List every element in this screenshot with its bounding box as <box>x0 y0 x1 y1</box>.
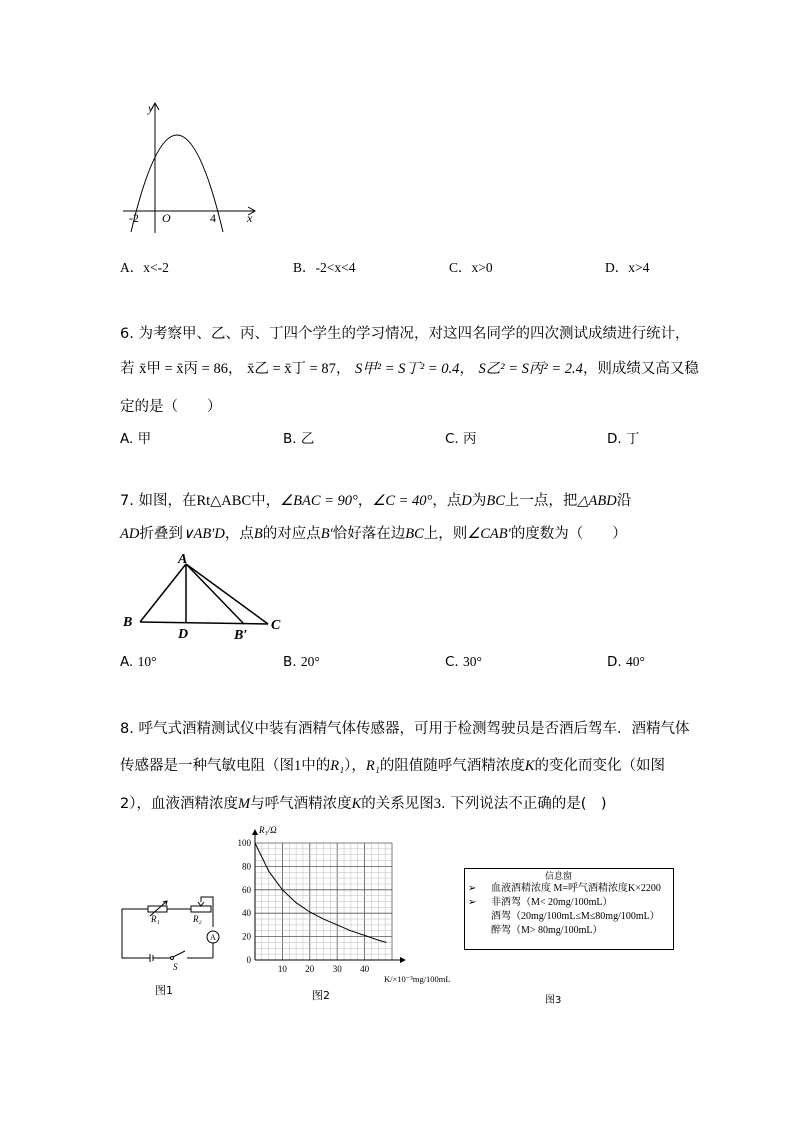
q6-mean-yi-ding: x̄乙 = x̄丁 = 87 <box>247 361 336 377</box>
q7-math-bc: BC <box>405 526 424 542</box>
q8-text: ）， <box>344 758 366 774</box>
svg-text:40: 40 <box>360 964 370 974</box>
bullet-icon: ➢ <box>468 897 477 908</box>
q7-text: 为 <box>471 493 487 509</box>
q8-fig-number: 3 <box>433 796 441 812</box>
q6-variance-jia-ding: S甲² = S丁² = 0.4 <box>355 361 460 377</box>
q8-math-r1: R₁ <box>330 758 345 774</box>
r2-label: R₂ <box>193 914 202 924</box>
q7-text: ， <box>357 493 373 509</box>
svg-text:60: 60 <box>242 884 251 895</box>
svg-text:80: 80 <box>242 861 251 872</box>
q8-fig-number: 1 <box>294 758 302 774</box>
q6-option-b[interactable]: B. 乙 <box>283 431 315 447</box>
svg-text:20: 20 <box>242 931 251 942</box>
q6-question-line3: 定的是（ ） <box>120 399 222 415</box>
q5-option-c[interactable]: C．x>0 <box>449 260 493 275</box>
q6-option-a[interactable]: A. 甲 <box>120 431 152 447</box>
origin-label: O <box>162 211 171 225</box>
q8-text: 中的 <box>301 758 331 774</box>
q7-text: 的对应点 <box>262 526 321 542</box>
q7-option-d[interactable] <box>607 654 645 670</box>
q8-text: 2），血液酒精浓度 <box>120 796 238 812</box>
svg-text:K/×10⁻³mg/100mL: K/×10⁻³mg/100mL <box>384 974 451 984</box>
q8-math-r1: R₁ <box>365 758 380 774</box>
resistance-concentration-chart <box>230 825 470 984</box>
option-value: 20° <box>300 654 320 669</box>
svg-text:0: 0 <box>246 955 251 965</box>
bullet-icon: ➢ <box>468 883 477 894</box>
q6-text-suffix: ，则成绩又高又稳 <box>582 361 699 377</box>
q7-math-ad: AD <box>120 526 140 542</box>
q8-question-line3 <box>120 792 607 813</box>
vertex-c-label: C <box>271 618 281 633</box>
svg-text:30: 30 <box>332 964 342 974</box>
q7-option-a[interactable] <box>120 654 157 670</box>
option-letter: A. <box>120 654 134 670</box>
x-intercept-right: 4 <box>210 211 216 225</box>
q6-option-d[interactable]: D. 丁 <box>607 431 640 447</box>
option-letter: B. <box>283 654 297 670</box>
q6-text: 若 <box>120 361 135 377</box>
q5-option-d[interactable]: D．x>4 <box>605 260 650 275</box>
q7-math-triangle: Rt△ABC <box>196 493 252 509</box>
svg-text:40: 40 <box>242 908 251 919</box>
vertex-b-label: B <box>123 615 133 630</box>
info-window-title: 信息窗 <box>545 872 573 882</box>
q7-math-angle-bac: ∠BAC = 90° <box>280 493 358 509</box>
q7-math-abd-prime: ∨AB′D <box>182 526 225 542</box>
q8-text: 的变化而变化（如图 <box>534 758 665 774</box>
svg-text:R₁/Ω: R₁/Ω <box>259 825 277 835</box>
q7-text: 折叠到 <box>139 526 183 542</box>
option-letter: D. <box>607 654 622 670</box>
q7-math-abd: △ABD <box>577 493 617 509</box>
info-row-formula: 血液酒精浓度 M=呼气酒精浓度K×2200 <box>491 883 661 894</box>
q7-text: 中， <box>251 493 281 509</box>
x-intercept-left: -2 <box>129 211 139 225</box>
q8-text: 的阻值随呼气酒精浓度 <box>379 758 525 774</box>
point-b-prime-label: B′ <box>234 628 248 643</box>
q6-question-line2: 若 x̄甲 = x̄丙 = 86， x̄乙 = x̄丁 = 87， S甲² = S丁² = 0.4， S乙² = S丙² = 2.4，则成绩又高又稳 <box>120 361 699 377</box>
q8-question-line1: 8. 呼气式酒精测试仪中装有酒精气体传感器，可用于检测驾驶员是否酒后驾车．酒精气体 <box>120 721 690 737</box>
q7-option-c[interactable] <box>445 654 482 670</box>
q8-text: 传感器是一种气敏电阻（图 <box>120 758 294 774</box>
q7-math-angle-c: ∠C = 40° <box>372 493 433 509</box>
vertex-a-label: A <box>178 552 188 567</box>
r1-label: R₁ <box>151 914 160 924</box>
fig3-caption: 图3 <box>545 995 562 1006</box>
q7-text: 恰好落在边 <box>332 526 406 542</box>
q7-math-b-prime: B′ <box>320 526 333 542</box>
q8-math-k: K <box>524 758 535 774</box>
q7-option-b[interactable] <box>283 654 320 670</box>
svg-text:10: 10 <box>277 964 287 974</box>
x-axis-label: x <box>247 211 253 225</box>
point-d-label: D <box>178 627 189 642</box>
q8-text: 的关系见图 <box>361 796 434 812</box>
switch-label: S <box>173 962 178 972</box>
q8-math-k: K <box>351 796 362 812</box>
ammeter-label: A <box>210 933 216 942</box>
svg-text:100: 100 <box>237 838 251 848</box>
q7-math-angle-cab-prime: ∠CAB′ <box>467 526 511 542</box>
info-row-not-drunk: 非酒驾（M< 20mg/100mL） <box>491 897 613 908</box>
option-letter: C. <box>445 654 459 670</box>
q8-text: . 下列说法不正确的是( ) <box>441 796 607 812</box>
q7-text: ，点 <box>432 493 462 509</box>
circuit-figure <box>115 893 225 973</box>
q6-question-line1: 6. 为考察甲、乙、丙、丁四个学生的学习情况，对这四名同学的四次测试成绩进行统计， <box>120 326 690 342</box>
q7-text: ，点 <box>224 526 254 542</box>
q8-question-line2 <box>120 754 665 775</box>
q7-math-b: B <box>253 526 263 542</box>
q6-variance-yi-bing: S乙² = S丙² = 2.4 <box>478 361 583 377</box>
fig1-caption: 图1 <box>155 984 173 997</box>
q8-math-m: M <box>237 796 251 812</box>
fig2-caption: 图2 <box>312 989 330 1002</box>
q7-text: 7. 如图，在 <box>120 493 197 509</box>
q7-question-line2 <box>120 522 627 543</box>
q8-text: 与呼气酒精浓度 <box>250 796 352 812</box>
option-value: 40° <box>625 654 645 669</box>
q7-text: 沿 <box>616 493 632 509</box>
q5-option-a[interactable]: A．x<-2 <box>120 260 169 275</box>
q7-text: 上，则 <box>423 526 468 542</box>
info-window <box>464 868 674 950</box>
q7-text: 的度数为（ ） <box>510 526 627 542</box>
q6-mean-jia-bing: x̄甲 = x̄丙 = 86 <box>139 361 228 377</box>
parabola-figure <box>115 98 265 238</box>
svg-text:20: 20 <box>305 964 315 974</box>
q7-math-bc: BC <box>486 493 505 509</box>
q7-math-d: D <box>461 493 472 509</box>
info-row-drunk-driving: 酒驾（20mg/100mL≤M≤80mg/100mL） <box>491 911 660 922</box>
option-value: 10° <box>137 654 157 669</box>
q7-question-line1 <box>120 489 631 510</box>
option-value: 30° <box>463 654 482 669</box>
y-axis-label: y <box>148 101 154 115</box>
q6-option-c[interactable]: C. 丙 <box>445 431 477 447</box>
q5-option-b[interactable]: B．-2<x<4 <box>293 260 356 275</box>
q7-text: 上一点，把 <box>504 493 578 509</box>
info-row-intoxicated: 醉驾（M> 80mg/100mL） <box>491 925 603 936</box>
triangle-figure <box>118 550 293 642</box>
